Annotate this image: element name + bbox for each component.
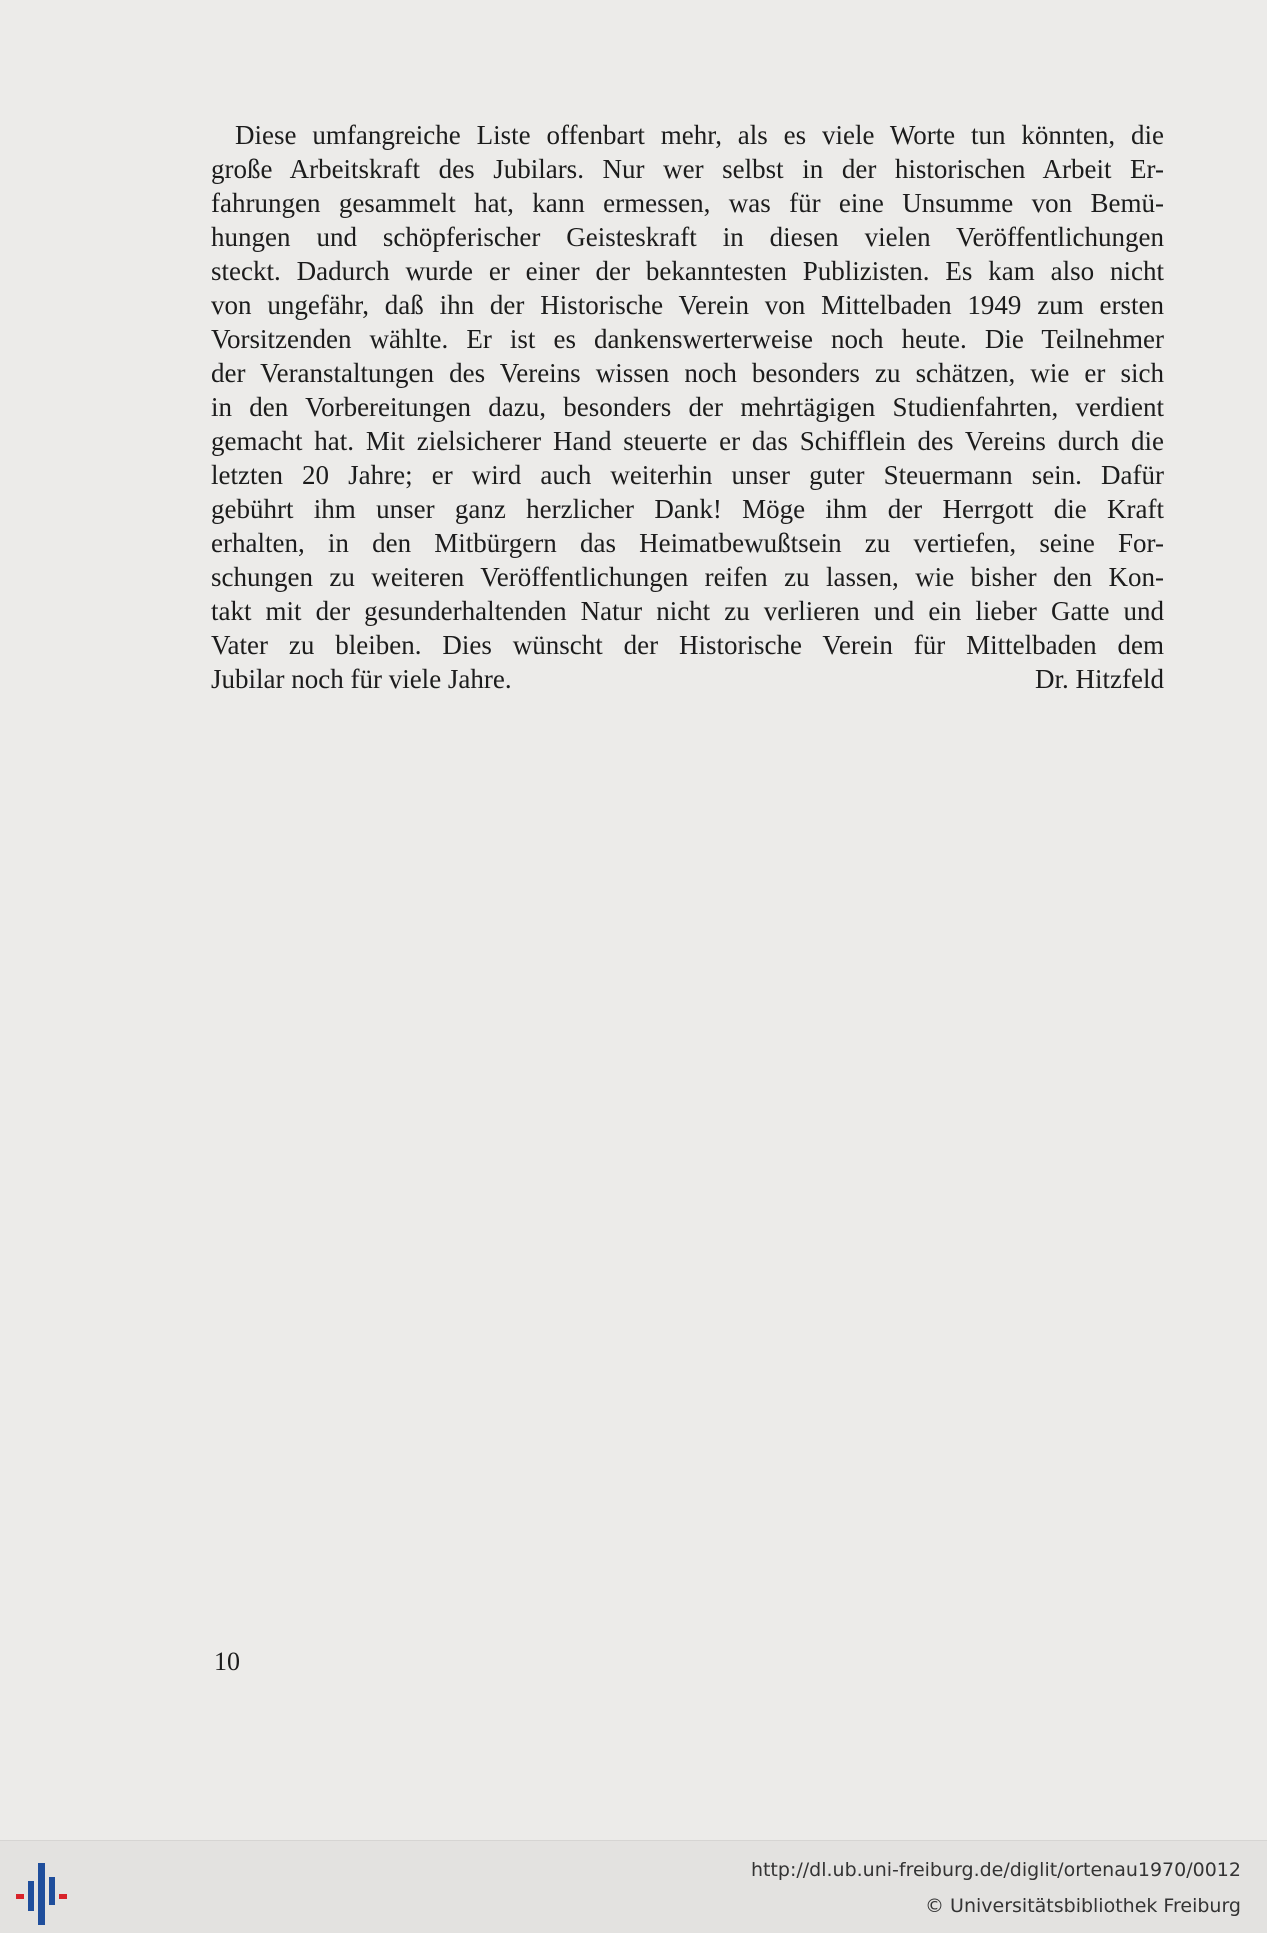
ub-freiburg-logo-icon <box>14 1857 84 1927</box>
text-line: fahrungen gesammelt hat, kann ermessen, was für eine Unsumme von Bemü- <box>211 188 1164 218</box>
text-line: Vorsitzenden wählte. Er ist es dankenswerterweise noch heute. Die Teilnehmer <box>211 324 1164 354</box>
author-signature: Dr. Hitzfeld <box>1035 664 1164 694</box>
text-line: erhalten, in den Mitbürgern das Heimatbewußtsein zu vertiefen, seine For- <box>211 528 1164 558</box>
library-footer <box>0 1840 1267 1933</box>
text-line: von ungefähr, daß ihn der Historische Verein von Mittelbaden 1949 zum ersten <box>211 290 1164 320</box>
source-url-link[interactable]: http://dl.ub.uni-freiburg.de/diglit/ortenau1970/0012 <box>750 1859 1241 1881</box>
text-line: der Veranstaltungen des Vereins wissen noch besonders zu schätzen, wie er sich <box>211 358 1164 388</box>
text-line: hungen und schöpferischer Geisteskraft in diesen vielen Veröffentlichungen <box>211 222 1164 252</box>
closing-line <box>211 662 1164 696</box>
closing-text: Jubilar noch für viele Jahre. <box>211 664 512 694</box>
text-line: gebührt ihm unser ganz herzlicher Dank! Möge ihm der Herrgott die Kraft <box>211 494 1164 524</box>
page-number: 10 <box>214 1647 240 1676</box>
text-line: gemacht hat. Mit zielsicherer Hand steuerte er das Schifflein des Vereins durch die <box>211 426 1164 456</box>
text-line: große Arbeitskraft des Jubilars. Nur wer selbst in der historischen Arbeit Er- <box>211 154 1164 184</box>
text-line: takt mit der gesunderhaltenden Natur nicht zu verlieren und ein lieber Gatte und <box>211 596 1164 626</box>
text-line: Vater zu bleiben. Dies wünscht der Historische Verein für Mittelbaden dem <box>211 630 1164 660</box>
text-line: steckt. Dadurch wurde er einer der bekanntesten Publizisten. Es kam also nicht <box>211 256 1164 286</box>
text-line: schungen zu weiteren Veröffentlichungen reifen zu lassen, wie bisher den Kon- <box>211 562 1164 592</box>
text-line: in den Vorbereitungen dazu, besonders der mehrtägigen Studienfahrten, verdient <box>211 392 1164 422</box>
text-line: Diese umfangreiche Liste offenbart mehr, als es viele Worte tun könnten, die <box>235 120 1164 150</box>
body-paragraph <box>211 118 1164 696</box>
text-line: letzten 20 Jahre; er wird auch weiterhin unser guter Steuermann sein. Dafür <box>211 460 1164 490</box>
copyright-text: © Universitätsbibliothek Freiburg <box>925 1895 1241 1917</box>
